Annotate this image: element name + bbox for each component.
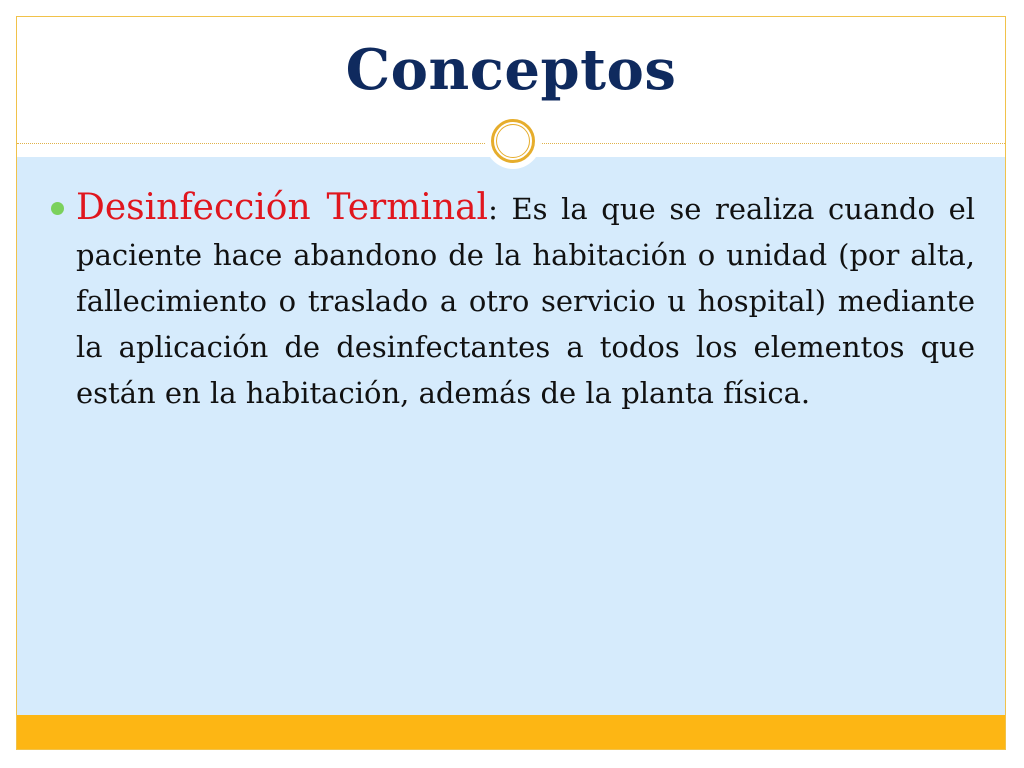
slide-frame [16,16,1006,750]
circle-ornament-icon [485,113,541,169]
bullet-term: Desinfección Terminal [76,187,489,228]
slide-title: Conceptos [345,37,677,103]
bullet-dot-icon [51,202,64,215]
bullet-definition: Es la que se realiza cuando el paciente hace abandono de la habitación o unidad (por alta, fallecimiento o traslado a otro servicio u hospital) mediante la aplicación de desinfectantes a todos los elementos que están en la habitación, además de la planta física. [76,192,976,410]
bottom-bar [17,715,1005,750]
ornament-inner-ring [496,124,530,158]
bullet-paragraph [76,185,975,416]
bullet-separator: : [488,192,498,226]
bullet-list-item [51,185,975,416]
